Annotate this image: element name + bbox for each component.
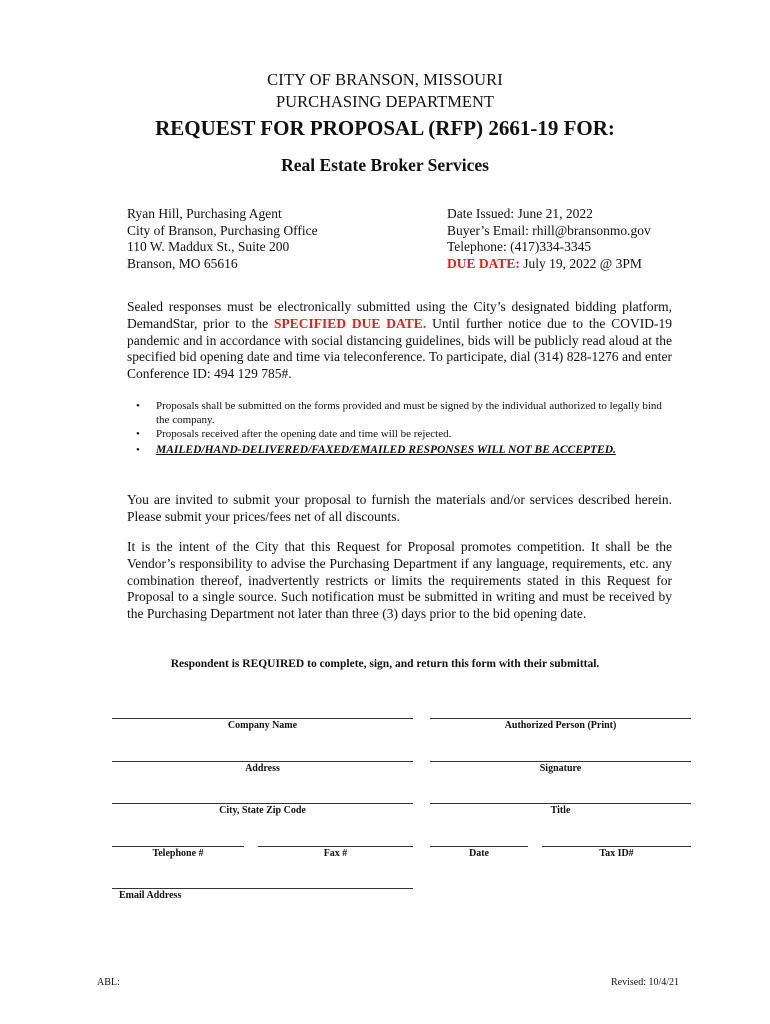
- required-note: Respondent is REQUIRED to complete, sign, and return this form with their submittal.: [170, 658, 600, 670]
- telephone-line[interactable]: [112, 846, 244, 847]
- company-name-line[interactable]: [112, 718, 413, 719]
- tax-id-label: Tax ID#: [599, 848, 634, 859]
- submission-text-2: Until further notice due to the COVID-19 pandemic and in accordance with social distancing guidelines, bids will be publicly read aloud at the specified bid opening date and time via teleconference. To participate, dial (314) 828-1276 and enter Conference ID: 494 129 785#.: [127, 315, 672, 382]
- invitation-paragraph: You are invited to submit your proposal to furnish the materials and/or services described herein. Please submit your prices/fees net of all discounts.: [127, 492, 672, 524]
- tax-id-line[interactable]: [542, 846, 691, 847]
- city-heading: CITY OF BRANSON, MISSOURI: [267, 70, 503, 89]
- due-date-value: July 19, 2022 @ 3PM: [519, 255, 642, 271]
- address-label: Address: [245, 763, 280, 774]
- rules-list: [136, 399, 676, 457]
- fax-label: Fax #: [323, 848, 348, 859]
- rfp-subject: Real Estate Broker Services: [281, 155, 489, 175]
- title-label: Title: [550, 805, 571, 816]
- due-date: [447, 256, 651, 273]
- street-address: 110 W. Maddux St., Suite 200: [127, 239, 290, 254]
- office-name: City of Branson, Purchasing Office: [127, 222, 318, 238]
- submission-text-1: Sealed responses must be electronically submitted using the City’s designated bidding platform, DemandStar, prior to the: [127, 299, 672, 331]
- buyer-email: Buyer’s Email: rhill@bransonmo.gov: [447, 222, 651, 238]
- contact-left: [127, 206, 318, 272]
- specified-due-date: SPECIFIED DUE DATE.: [274, 315, 427, 331]
- signature-line[interactable]: [430, 761, 691, 762]
- due-date-label: DUE DATE:: [447, 255, 520, 271]
- submission-paragraph: [127, 299, 672, 383]
- abl-label: ABL:: [97, 977, 120, 988]
- telephone-label: Telephone #: [152, 848, 204, 859]
- department-heading: PURCHASING DEPARTMENT: [276, 92, 494, 111]
- date-line[interactable]: [430, 846, 528, 847]
- city-state-zip-line[interactable]: [112, 803, 413, 804]
- list-item: • MAILED/HAND-DELIVERED/FAXED/EMAILED RESPONSES WILL NOT BE ACCEPTED.: [136, 444, 616, 456]
- buyer-phone: Telephone: (417)334-3345: [447, 239, 592, 254]
- revised-date: Revised: 10/4/21: [611, 977, 680, 988]
- agent-name: Ryan Hill, Purchasing Agent: [127, 206, 282, 221]
- address-line[interactable]: [112, 761, 413, 762]
- authorized-person-line[interactable]: [430, 718, 691, 719]
- email-label: Email Address: [119, 890, 182, 901]
- date-label: Date: [469, 848, 489, 859]
- contact-right: [447, 206, 651, 272]
- city-address: Branson, MO 65616: [127, 255, 238, 271]
- company-name-label: Company Name: [227, 720, 298, 731]
- list-item: • Proposals shall be submitted on the forms provided and must be signed by the individual authorized to legally bind the company.: [136, 400, 662, 426]
- title-line[interactable]: [430, 803, 691, 804]
- city-state-zip-label: City, State Zip Code: [219, 805, 306, 816]
- signature-label: Signature: [539, 763, 582, 774]
- rfp-title: REQUEST FOR PROPOSAL (RFP) 2661-19 FOR:: [155, 116, 615, 140]
- date-issued: Date Issued: June 21, 2022: [447, 206, 593, 221]
- fax-line[interactable]: [258, 846, 413, 847]
- list-item: • Proposals received after the opening date and time will be rejected.: [136, 428, 452, 440]
- authorized-person-label: Authorized Person (Print): [504, 720, 617, 731]
- email-line[interactable]: [112, 888, 413, 889]
- competition-paragraph: It is the intent of the City that this Request for Proposal promotes competition. It shall be the Vendor’s responsibility to advise the Purchasing Department if any language, requirements, etc. any combination thereof, inadvertently restricts or limits the requirements stated in this Request for Proposal to a single source. Such notification must be submitted in writing and must be received by the Purchasing Department not later than three (3) days prior to the bid opening date.: [127, 539, 672, 622]
